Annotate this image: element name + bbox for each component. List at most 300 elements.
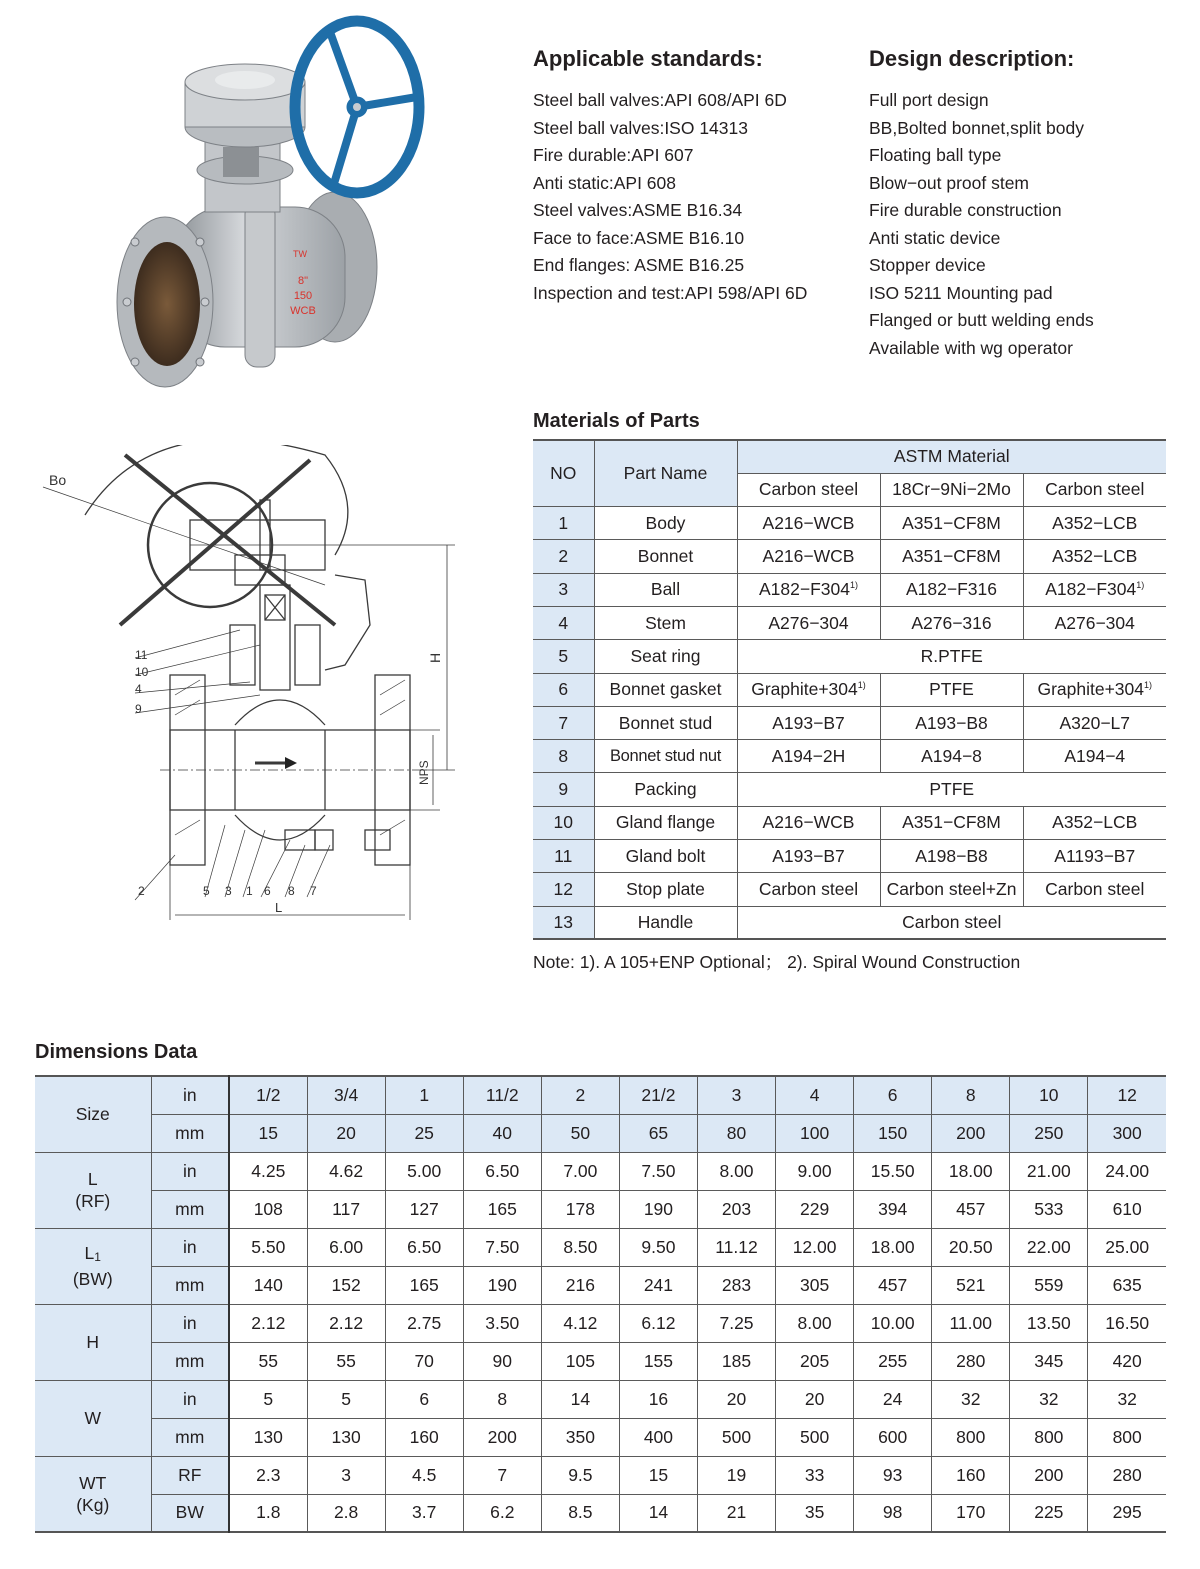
dimension-value: 800: [932, 1418, 1010, 1456]
dimension-value: 295: [1088, 1494, 1166, 1532]
dimension-value: 345: [1010, 1342, 1088, 1380]
group-label-main: L: [87, 1169, 98, 1189]
drawing-label-l: L: [275, 900, 283, 915]
dimension-group-label: [35, 1076, 151, 1152]
unit-label: in: [151, 1304, 229, 1342]
part-name: Bonnet stud: [594, 706, 737, 739]
materials-row: [533, 906, 1166, 939]
dimension-value: 225: [1010, 1494, 1088, 1532]
part-name: Stop plate: [594, 873, 737, 906]
part-number: 9: [533, 773, 594, 806]
col-header-part-name: Part Name: [594, 440, 737, 507]
dimension-value: 165: [463, 1190, 541, 1228]
svg-text:8": 8": [297, 275, 309, 287]
materials-row: [533, 540, 1166, 573]
dimension-value: 25: [385, 1114, 463, 1152]
applicable-standards-title: Applicable standards:: [533, 46, 763, 71]
dimension-value: 3.50: [463, 1304, 541, 1342]
ball-valve-photo: [105, 12, 435, 392]
dimension-value: 6.50: [463, 1152, 541, 1190]
materials-row: [533, 507, 1166, 540]
design-item: Fire durable construction: [869, 200, 1062, 220]
unit-label: mm: [151, 1190, 229, 1228]
standard-item: Steel ball valves:API 608/API 6D: [533, 90, 787, 110]
dimension-value: 25.00: [1088, 1228, 1166, 1266]
dimension-value: 533: [1010, 1190, 1088, 1228]
material-cell: [1023, 706, 1166, 739]
material-cell: [737, 507, 880, 540]
material-cell: [737, 740, 880, 773]
group-label-main: WT: [79, 1472, 107, 1493]
dimension-value: 7.50: [463, 1228, 541, 1266]
material-value: A351−CF8M: [902, 512, 1001, 533]
dimension-value: 200: [1010, 1456, 1088, 1494]
dimension-value: 190: [463, 1266, 541, 1304]
dimension-value: 90: [463, 1342, 541, 1380]
design-item: BB,Bolted bonnet,split body: [869, 117, 1085, 138]
material-value: A216−WCB: [762, 812, 855, 833]
group-label: [35, 1242, 151, 1268]
materials-row: [533, 573, 1166, 606]
material-cell: [880, 606, 1023, 639]
material-cell: [737, 540, 880, 573]
dimension-value: 3/4: [307, 1076, 385, 1114]
dimension-value: 7.50: [619, 1152, 697, 1190]
material-value: Graphite+304: [1037, 679, 1145, 700]
standard-item: Anti static:API 608: [533, 172, 676, 193]
dimension-value: 283: [697, 1266, 775, 1304]
dimension-value: 457: [854, 1266, 932, 1304]
part-name: Ball: [594, 573, 737, 606]
material-value: A320−L7: [1059, 712, 1131, 733]
group-label-secondary: (RF): [75, 1191, 111, 1211]
material-cell: [737, 673, 880, 706]
dimension-value: 5: [229, 1380, 307, 1418]
materials-note: Note: 1). A 105+ENP Optional； 2). Spiral Wound Construction: [533, 952, 1021, 972]
dimension-row: [35, 1380, 1166, 1418]
dimension-value: 24: [854, 1380, 932, 1418]
dimension-value: 4.12: [541, 1304, 619, 1342]
design-item: Blow−out proof stem: [869, 172, 1030, 193]
part-callout: 6: [264, 884, 271, 898]
dimension-value: 255: [854, 1342, 932, 1380]
part-name: Gland flange: [594, 806, 737, 839]
material-cell: [880, 507, 1023, 540]
col-header-no: NO: [533, 440, 594, 507]
dimension-value: 457: [932, 1190, 1010, 1228]
material-cell: [880, 840, 1023, 873]
dimension-value: 165: [385, 1266, 463, 1304]
svg-text:TW: TW: [293, 249, 307, 259]
materials-row: [533, 773, 1166, 806]
unit-label: in: [151, 1076, 229, 1114]
part-callout: 4: [135, 682, 142, 696]
dimension-group-label: [35, 1152, 151, 1228]
drawing-label-nps: NPS: [417, 760, 431, 785]
unit-label: in: [151, 1152, 229, 1190]
dimension-row: [35, 1114, 1166, 1152]
dimension-value: 3: [697, 1076, 775, 1114]
material-cell: [880, 873, 1023, 906]
dimension-value: 8: [463, 1380, 541, 1418]
design-item: Available with wg operator: [869, 337, 1073, 358]
dimension-value: 20.50: [932, 1228, 1010, 1266]
standard-item: Steel ball valves:ISO 14313: [533, 117, 748, 138]
dimension-value: 70: [385, 1342, 463, 1380]
dimension-value: 600: [854, 1418, 932, 1456]
dimension-value: 6.50: [385, 1228, 463, 1266]
design-item: Flanged or butt welding ends: [869, 310, 1094, 330]
dimension-value: 15.50: [854, 1152, 932, 1190]
dimension-row: [35, 1342, 1166, 1380]
material-value: A351−CF8M: [902, 546, 1001, 567]
dimension-value: 105: [541, 1342, 619, 1380]
unit-label: RF: [151, 1456, 229, 1494]
dimension-value: 21.00: [1010, 1152, 1088, 1190]
dimension-value: 98: [854, 1494, 932, 1532]
material-value: A276−316: [911, 612, 992, 633]
dimension-row: [35, 1266, 1166, 1304]
dimension-value: 13.50: [1010, 1304, 1088, 1342]
svg-text:WCB: WCB: [290, 305, 316, 317]
part-callout: 7: [310, 884, 317, 898]
material-value: A276−304: [1054, 612, 1135, 633]
materials-row: [533, 640, 1166, 673]
dimension-value: 2.3: [229, 1456, 307, 1494]
material-cell: [1023, 673, 1166, 706]
material-value: Carbon steel: [758, 879, 859, 899]
dimension-value: 16: [619, 1380, 697, 1418]
footnote-mark: 1): [1136, 580, 1145, 591]
material-cell: PTFE: [737, 773, 1166, 806]
dimension-value: 21: [697, 1494, 775, 1532]
material-value: A351−CF8M: [902, 812, 1001, 833]
dimension-value: 32: [932, 1380, 1010, 1418]
unit-label: mm: [151, 1418, 229, 1456]
part-callout: 8: [288, 884, 295, 898]
materials-row: [533, 740, 1166, 773]
dimension-value: 160: [932, 1456, 1010, 1494]
dimension-value: 1/2: [229, 1076, 307, 1114]
svg-text:150: 150: [293, 290, 313, 302]
dimensions-title: Dimensions Data: [35, 1041, 198, 1063]
material-value: A352−LCB: [1052, 512, 1138, 533]
group-label-main: H: [86, 1332, 100, 1352]
dimension-value: 65: [619, 1114, 697, 1152]
part-number: 12: [533, 873, 594, 906]
dimension-value: 35: [776, 1494, 854, 1532]
dimension-row: [35, 1456, 1166, 1494]
material-cell: [880, 806, 1023, 839]
dimension-value: 20: [307, 1114, 385, 1152]
dimension-value: 521: [932, 1266, 1010, 1304]
group-label-secondary: (BW): [72, 1269, 113, 1289]
part-name: Body: [594, 507, 737, 540]
part-number: 7: [533, 706, 594, 739]
dimension-value: 610: [1088, 1190, 1166, 1228]
dimension-value: 4.62: [307, 1152, 385, 1190]
dimension-value: 8.5: [541, 1494, 619, 1532]
dimension-value: 160: [385, 1418, 463, 1456]
dimension-value: 420: [1088, 1342, 1166, 1380]
dimension-value: 800: [1088, 1418, 1166, 1456]
material-cell: [1023, 840, 1166, 873]
dimension-value: 559: [1010, 1266, 1088, 1304]
part-number: 2: [533, 540, 594, 573]
material-cell: [1023, 740, 1166, 773]
material-cell: [880, 673, 1023, 706]
material-value: Carbon steel+Zn: [886, 879, 1017, 899]
design-item: Stopper device: [869, 255, 986, 275]
dimension-value: 33: [776, 1456, 854, 1494]
material-cell: [1023, 507, 1166, 540]
part-callout: 11: [135, 648, 148, 662]
material-value: A193−B7: [772, 845, 845, 866]
group-label: [35, 1103, 151, 1125]
group-label: [35, 1168, 151, 1190]
part-callout: 2: [138, 884, 145, 898]
material-cell: [737, 840, 880, 873]
dimension-value: 1.8: [229, 1494, 307, 1532]
dimension-value: 7: [463, 1456, 541, 1494]
material-value: PTFE: [929, 679, 974, 700]
unit-label: mm: [151, 1342, 229, 1380]
dimension-value: 2.12: [307, 1304, 385, 1342]
dimension-value: 11.12: [697, 1228, 775, 1266]
dimension-value: 14: [541, 1380, 619, 1418]
dimension-value: 6.12: [619, 1304, 697, 1342]
dimension-value: 12.00: [776, 1228, 854, 1266]
material-value: A352−LCB: [1052, 546, 1138, 567]
dimension-value: 6.00: [307, 1228, 385, 1266]
dimension-value: 130: [307, 1418, 385, 1456]
dimension-value: 140: [229, 1266, 307, 1304]
material-cell: R.PTFE: [737, 640, 1166, 673]
material-value: A198−B8: [915, 845, 988, 866]
col-header-grade: 18Cr−9Ni−2Mo: [880, 473, 1023, 506]
dimension-row: [35, 1152, 1166, 1190]
group-label: [35, 1331, 151, 1353]
dimension-value: 9.50: [619, 1228, 697, 1266]
col-header-grade: Carbon steel: [1023, 473, 1166, 506]
dimension-value: 16.50: [1088, 1304, 1166, 1342]
standard-item: Inspection and test:API 598/API 6D: [533, 282, 808, 303]
design-item: ISO 5211 Mounting pad: [869, 282, 1053, 303]
material-cell: [737, 873, 880, 906]
footnote-mark: 1): [857, 680, 866, 691]
part-number: 6: [533, 673, 594, 706]
col-header-grade: Carbon steel: [737, 473, 880, 506]
materials-table: [533, 439, 1166, 940]
materials-row: [533, 806, 1166, 839]
part-name: Bonnet gasket: [594, 673, 737, 706]
materials-title: Materials of Parts: [533, 410, 700, 432]
dimension-value: 20: [697, 1380, 775, 1418]
dimension-value: 32: [1088, 1380, 1166, 1418]
dimension-value: 6: [854, 1076, 932, 1114]
dimension-value: 93: [854, 1456, 932, 1494]
part-callout: 9: [135, 702, 142, 716]
dimension-value: 800: [1010, 1418, 1088, 1456]
dimension-value: 500: [776, 1418, 854, 1456]
dimension-value: 178: [541, 1190, 619, 1228]
footnote-mark: 1): [1144, 680, 1153, 691]
materials-row: [533, 873, 1166, 906]
dimension-value: 152: [307, 1266, 385, 1304]
material-cell: [880, 573, 1023, 606]
design-item: Anti static device: [869, 227, 1001, 248]
standard-item: End flanges: ASME B16.25: [533, 255, 745, 275]
part-number: 8: [533, 740, 594, 773]
dimension-value: 229: [776, 1190, 854, 1228]
part-number: 10: [533, 806, 594, 839]
dimension-value: 2: [541, 1076, 619, 1114]
group-label-main: L: [84, 1243, 95, 1263]
part-name: Gland bolt: [594, 840, 737, 873]
dimension-value: 5.50: [229, 1228, 307, 1266]
materials-row: [533, 606, 1166, 639]
material-value: A194−8: [921, 745, 982, 766]
material-value: A182−F316: [906, 579, 997, 600]
dimension-row: [35, 1494, 1166, 1532]
dimensions-table: [35, 1075, 1166, 1533]
material-cell: [1023, 573, 1166, 606]
material-cell: [1023, 806, 1166, 839]
dimension-value: 100: [776, 1114, 854, 1152]
dimension-value: 20: [776, 1380, 854, 1418]
material-value: Carbon steel: [1045, 879, 1145, 899]
valve-cross-section-drawing: [35, 445, 475, 925]
dimension-value: 127: [385, 1190, 463, 1228]
material-value: A182−F304: [1045, 579, 1137, 600]
material-cell: [737, 706, 880, 739]
design-description-title: Design description:: [869, 46, 1075, 71]
unit-label: mm: [151, 1266, 229, 1304]
dimension-value: 394: [854, 1190, 932, 1228]
applicable-standards-list: [533, 87, 807, 307]
dimension-value: 80: [697, 1114, 775, 1152]
material-cell: [1023, 606, 1166, 639]
dimension-row: [35, 1228, 1166, 1266]
dimension-value: 5.00: [385, 1152, 463, 1190]
dimension-value: 11.00: [932, 1304, 1010, 1342]
material-cell: [880, 740, 1023, 773]
dimension-value: 18.00: [854, 1228, 932, 1266]
dimension-value: 300: [1088, 1114, 1166, 1152]
part-callout: 10: [135, 665, 149, 679]
unit-label: BW: [151, 1494, 229, 1532]
standard-item: Face to face:ASME B16.10: [533, 227, 745, 248]
part-name: Bonnet: [594, 540, 737, 573]
materials-row: [533, 840, 1166, 873]
dimension-row: [35, 1190, 1166, 1228]
drawing-label-h: H: [427, 652, 443, 663]
material-cell: [880, 540, 1023, 573]
material-value: A194−2H: [771, 745, 846, 766]
dimension-group-label: [35, 1456, 151, 1532]
col-header-astm: ASTM Material: [737, 440, 1166, 473]
dimension-value: 32: [1010, 1380, 1088, 1418]
dimension-value: 11/2: [463, 1076, 541, 1114]
dimension-value: 155: [619, 1342, 697, 1380]
dimension-value: 2.8: [307, 1494, 385, 1532]
dimension-value: 350: [541, 1418, 619, 1456]
dimension-value: 108: [229, 1190, 307, 1228]
dimension-value: 2.12: [229, 1304, 307, 1342]
dimension-value: 203: [697, 1190, 775, 1228]
dimension-value: 22.00: [1010, 1228, 1088, 1266]
dimension-value: 305: [776, 1266, 854, 1304]
design-description-list: [869, 87, 1094, 362]
dimension-value: 130: [229, 1418, 307, 1456]
material-cell: [880, 706, 1023, 739]
dimension-value: 280: [1088, 1456, 1166, 1494]
dimension-value: 19: [697, 1456, 775, 1494]
part-number: 13: [533, 906, 594, 939]
dimension-value: 40: [463, 1114, 541, 1152]
material-value: A276−304: [768, 612, 849, 633]
dimension-value: 18.00: [932, 1152, 1010, 1190]
dimension-value: 6: [385, 1380, 463, 1418]
group-label-subscript: 1: [94, 1250, 101, 1264]
dimension-value: 12: [1088, 1076, 1166, 1114]
part-name: Bonnet stud nut: [594, 740, 737, 773]
drawing-label-bo: Bo: [49, 472, 67, 488]
dimension-value: 216: [541, 1266, 619, 1304]
dimension-value: 3: [307, 1456, 385, 1494]
dimension-row: [35, 1304, 1166, 1342]
dimension-value: 50: [541, 1114, 619, 1152]
dimension-row: [35, 1418, 1166, 1456]
material-value: A216−WCB: [762, 512, 855, 533]
dimension-value: 55: [307, 1342, 385, 1380]
material-cell: Carbon steel: [737, 906, 1166, 939]
dimension-value: 55: [229, 1342, 307, 1380]
material-value: A193−B8: [915, 712, 988, 733]
dimension-value: 185: [697, 1342, 775, 1380]
dimension-value: 5: [307, 1380, 385, 1418]
dimension-group-label: [35, 1304, 151, 1380]
material-value: A1193−B7: [1054, 845, 1136, 866]
dimension-value: 9.00: [776, 1152, 854, 1190]
unit-label: in: [151, 1380, 229, 1418]
dimension-value: 1: [385, 1076, 463, 1114]
material-value: A352−LCB: [1052, 812, 1138, 833]
material-value: Graphite+304: [751, 679, 858, 700]
unit-label: mm: [151, 1114, 229, 1152]
design-item: Floating ball type: [869, 145, 1002, 165]
dimension-value: 200: [932, 1114, 1010, 1152]
dimension-value: 15: [229, 1114, 307, 1152]
dimension-value: 635: [1088, 1266, 1166, 1304]
dimension-value: 8: [932, 1076, 1010, 1114]
footnote-mark: 1): [849, 580, 858, 591]
dimension-value: 14: [619, 1494, 697, 1532]
group-label-main: Size: [75, 1104, 110, 1125]
materials-row: [533, 673, 1166, 706]
dimension-value: 10.00: [854, 1304, 932, 1342]
part-name: Handle: [594, 906, 737, 939]
part-number: 3: [533, 573, 594, 606]
dimension-group-label: [35, 1228, 151, 1304]
dimension-value: 117: [307, 1190, 385, 1228]
part-number: 1: [533, 507, 594, 540]
dimension-value: 9.5: [541, 1456, 619, 1494]
part-number: 11: [533, 840, 594, 873]
material-value: A193−B7: [772, 712, 845, 733]
part-name: Packing: [594, 773, 737, 806]
part-callout: 3: [225, 884, 232, 898]
